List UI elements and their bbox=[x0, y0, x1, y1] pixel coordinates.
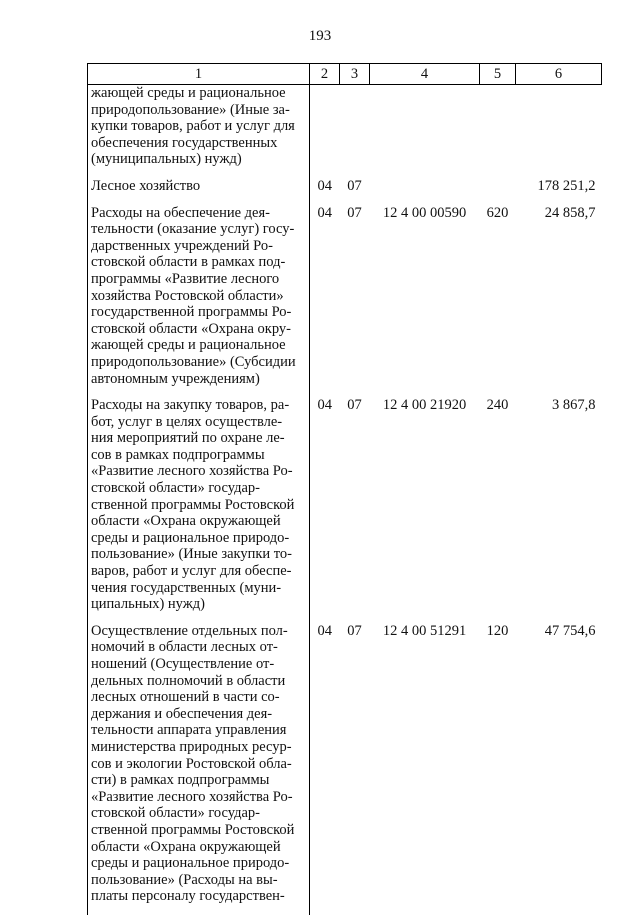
description-line: дарственных учреждений Ро- bbox=[91, 237, 273, 254]
description-line: хозяйства Ростовской области» bbox=[91, 287, 284, 304]
description-line: дельных полномочий в области bbox=[91, 672, 286, 689]
amount-value: 178 251,2 bbox=[537, 177, 596, 194]
subsection-code: 07 bbox=[347, 397, 362, 414]
expense-type-code: 240 bbox=[486, 397, 509, 414]
budget-table bbox=[87, 63, 602, 915]
table-row bbox=[88, 85, 602, 178]
description-line: сов в рамках подпрограммы bbox=[91, 446, 265, 463]
target-article-code bbox=[370, 85, 480, 178]
target-article-code: 12 4 00 21920 bbox=[382, 397, 467, 414]
expense-type-code bbox=[480, 178, 516, 205]
description-line: ципальных) нужд) bbox=[91, 596, 205, 613]
description-line: тельности аппарата управления bbox=[91, 722, 287, 739]
description-line: «Развитие лесного хозяйства Ро- bbox=[91, 788, 293, 805]
column-header: 4 bbox=[370, 64, 480, 85]
column-header: 5 bbox=[480, 64, 516, 85]
description-line: ния мероприятий по охране ле- bbox=[91, 430, 285, 447]
column-header: 1 bbox=[88, 64, 310, 85]
row-description bbox=[88, 85, 310, 178]
description-line: платы персоналу государствен- bbox=[91, 888, 285, 905]
amount-value: 24 858,7 bbox=[544, 204, 596, 221]
description-line: бот, услуг в целях осуществле- bbox=[91, 413, 283, 430]
description-line: сти) в рамках подпрограммы bbox=[91, 772, 270, 789]
subsection-code: 07 bbox=[347, 177, 362, 194]
description-line: ственной программы Ростовской bbox=[91, 496, 295, 513]
description-line: номочий в области лесных от- bbox=[91, 639, 278, 656]
description-line: автономным учреждениям) bbox=[91, 370, 260, 387]
description-line: программы «Развитие лесного bbox=[91, 270, 280, 287]
table-row bbox=[88, 623, 602, 915]
row-description bbox=[88, 397, 310, 623]
description-line: тельности (оказание услуг) госу- bbox=[91, 221, 295, 238]
target-article-code: 12 4 00 00590 bbox=[382, 204, 467, 221]
header-row bbox=[88, 64, 602, 85]
description-line: Лесное хозяйство bbox=[91, 177, 201, 194]
amount-value: 47 754,6 bbox=[544, 622, 596, 639]
section-code: 04 bbox=[317, 397, 332, 414]
target-article-code: 12 4 00 51291 bbox=[382, 622, 467, 639]
amount-value: 3 867,8 bbox=[552, 397, 596, 414]
description-line: обеспечения государственных bbox=[91, 134, 278, 151]
subsection-code bbox=[340, 85, 370, 178]
subsection-code: 07 bbox=[347, 204, 362, 221]
description-line: стовской области в рамках под- bbox=[91, 254, 286, 271]
description-line: купки товаров, работ и услуг для bbox=[91, 118, 295, 135]
description-line: пользование» (Расходы на вы- bbox=[91, 871, 278, 888]
table-row bbox=[88, 178, 602, 205]
description-line: чения государственных (муни- bbox=[91, 579, 282, 596]
table-row bbox=[88, 205, 602, 398]
expense-type-code: 620 bbox=[486, 204, 509, 221]
amount-value bbox=[516, 85, 602, 178]
page-number: 193 bbox=[308, 28, 332, 44]
section-code: 04 bbox=[317, 177, 332, 194]
description-line: пользование» (Иные закупки то- bbox=[91, 546, 293, 563]
description-line: Расходы на закупку товаров, ра- bbox=[91, 397, 290, 414]
description-line: области «Охрана окружающей bbox=[91, 513, 281, 530]
section-code bbox=[310, 85, 340, 178]
section-code: 04 bbox=[317, 622, 332, 639]
target-article-code bbox=[370, 178, 480, 205]
description-line: среды и рациональное природо- bbox=[91, 855, 290, 872]
description-line: держания и обеспечения дея- bbox=[91, 705, 273, 722]
description-line: стовской области «Охрана окру- bbox=[91, 320, 291, 337]
description-line: природопользование» (Иные за- bbox=[91, 101, 290, 118]
description-line: жающей среды и рациональное bbox=[91, 85, 286, 101]
column-header: 6 bbox=[516, 64, 602, 85]
description-line: государственной программы Ро- bbox=[91, 304, 292, 321]
description-line: среды и рациональное природо- bbox=[91, 529, 290, 546]
description-line: Осуществление отдельных пол- bbox=[91, 622, 288, 639]
description-line: варов, работ и услуг для обеспе- bbox=[91, 563, 292, 580]
description-line: сов и экологии Ростовской обла- bbox=[91, 755, 292, 772]
description-line: лесных отношений в части со- bbox=[91, 689, 280, 706]
table-row bbox=[88, 397, 602, 623]
description-line: жающей среды и рациональное bbox=[91, 337, 286, 354]
description-line: ношений (Осуществление от- bbox=[91, 656, 275, 672]
description-line: «Развитие лесного хозяйства Ро- bbox=[91, 463, 293, 480]
description-line: Расходы на обеспечение дея- bbox=[91, 204, 270, 221]
expense-type-code: 120 bbox=[486, 622, 509, 639]
row-description bbox=[88, 205, 310, 398]
description-line: стовской области» государ- bbox=[91, 480, 260, 497]
description-line: природопользование» (Субсидии bbox=[91, 353, 296, 370]
description-line: (муниципальных) нужд) bbox=[91, 151, 242, 168]
description-line: министерства природных ресур- bbox=[91, 738, 292, 755]
description-line: стовской области» государ- bbox=[91, 805, 260, 822]
description-line: ственной программы Ростовской bbox=[91, 821, 295, 838]
expense-type-code bbox=[480, 85, 516, 178]
description-line: области «Охрана окружающей bbox=[91, 838, 281, 855]
column-header: 2 bbox=[310, 64, 340, 85]
column-header: 3 bbox=[340, 64, 370, 85]
row-description bbox=[88, 623, 310, 915]
row-description bbox=[88, 178, 310, 205]
subsection-code: 07 bbox=[347, 622, 362, 639]
section-code: 04 bbox=[317, 204, 332, 221]
